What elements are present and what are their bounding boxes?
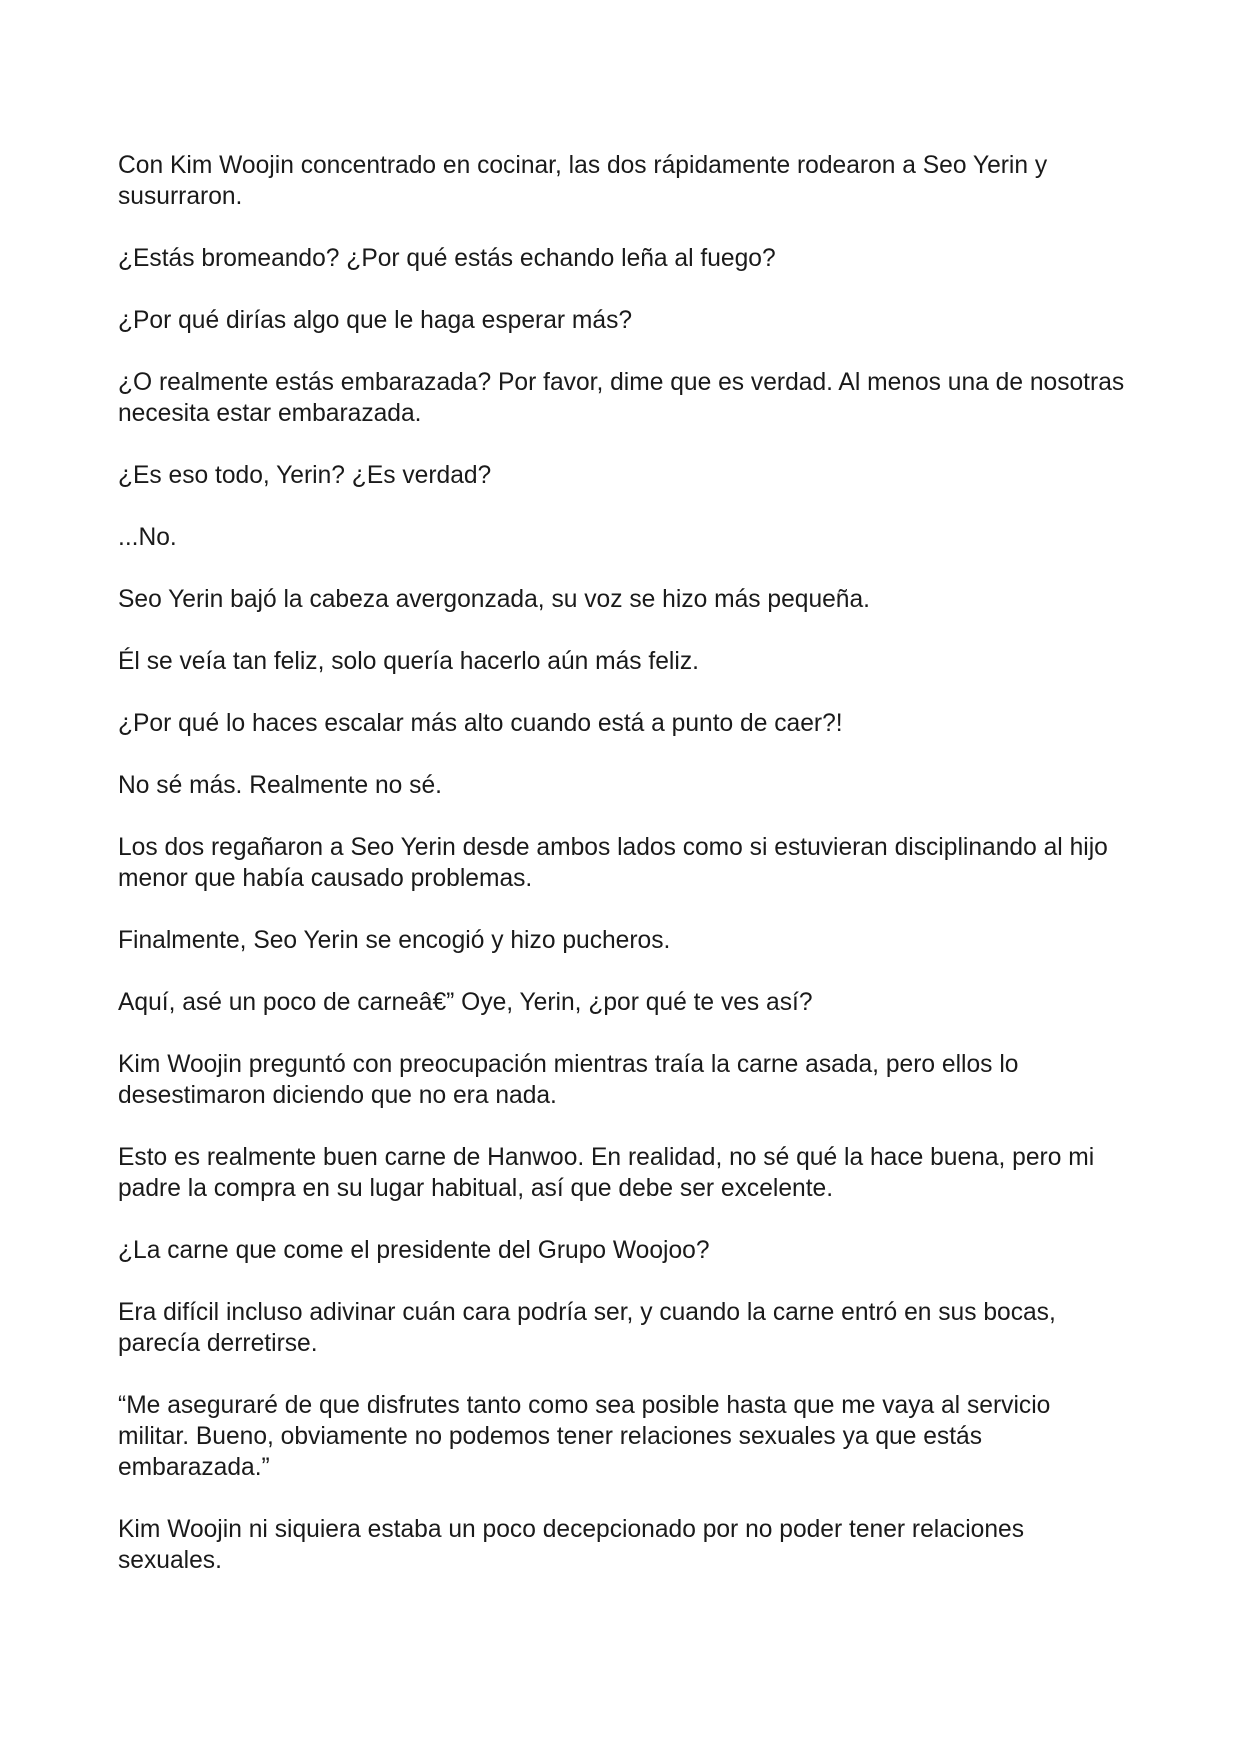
- paragraph: ¿Por qué dirías algo que le haga esperar más?: [118, 307, 633, 334]
- paragraph: ¿Estás bromeando? ¿Por qué estás echando leña al fuego?: [118, 245, 776, 272]
- paragraph: Era difícil incluso adivinar cuán cara podría ser, y cuando la carne entró en sus bocas, parecía derretirse.: [118, 1299, 1056, 1357]
- paragraph: Él se veía tan feliz, solo quería hacerlo aún más feliz.: [118, 648, 699, 675]
- paragraph: Aquí, asé un poco de carneâ€” Oye, Yerin, ¿por qué te ves así?: [118, 989, 813, 1016]
- paragraph: Kim Woojin preguntó con preocupación mientras traía la carne asada, pero ellos lo desestimaron diciendo que no era nada.: [118, 1051, 1019, 1109]
- paragraph: Seo Yerin bajó la cabeza avergonzada, su voz se hizo más pequeña.: [118, 586, 870, 613]
- paragraph: Finalmente, Seo Yerin se encogió y hizo pucheros.: [118, 927, 671, 954]
- paragraph: No sé más. Realmente no sé.: [118, 772, 442, 799]
- paragraph: Esto es realmente buen carne de Hanwoo. En realidad, no sé qué la hace buena, pero mi padre la compra en su lugar habitual, así que debe ser excelente.: [118, 1144, 1095, 1202]
- document-body: [118, 150, 1128, 1607]
- paragraph: Con Kim Woojin concentrado en cocinar, las dos rápidamente rodearon a Seo Yerin y susurraron.: [118, 152, 1048, 210]
- paragraph: ¿La carne que come el presidente del Grupo Woojoo?: [118, 1237, 710, 1264]
- paragraph: “Me aseguraré de que disfrutes tanto como sea posible hasta que me vaya al servicio militar. Bueno, obviamente no podemos tener relaciones sexuales ya que estás embarazada.”: [118, 1392, 1051, 1481]
- paragraph: ...No.: [118, 524, 177, 551]
- paragraph: Los dos regañaron a Seo Yerin desde ambos lados como si estuvieran disciplinando al hijo menor que había causado problemas.: [118, 834, 1108, 892]
- paragraph: ¿O realmente estás embarazada? Por favor, dime que es verdad. Al menos una de nosotras necesita estar embarazada.: [118, 369, 1125, 427]
- paragraph: ¿Es eso todo, Yerin? ¿Es verdad?: [118, 462, 492, 489]
- paragraph: Kim Woojin ni siquiera estaba un poco decepcionado por no poder tener relaciones sexuales.: [118, 1516, 1024, 1574]
- paragraph: ¿Por qué lo haces escalar más alto cuando está a punto de caer?!: [118, 710, 843, 737]
